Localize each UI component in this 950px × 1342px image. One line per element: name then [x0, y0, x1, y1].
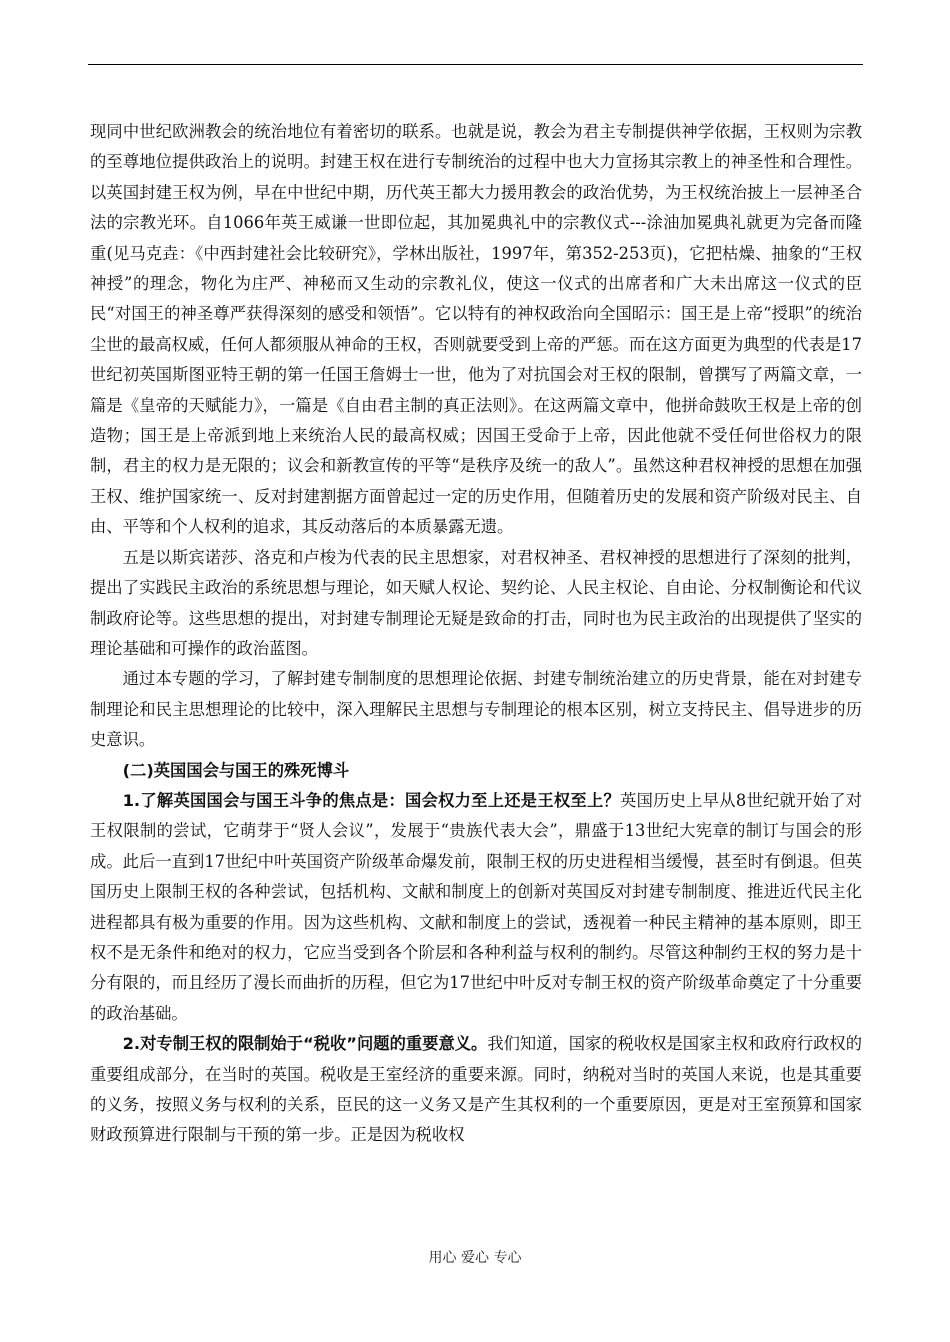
point-1-paragraph	[90, 786, 862, 1029]
page-footer: 用心 爱心 专心	[428, 1250, 522, 1266]
section-heading: (二)英国国会与国王的殊死博斗	[122, 760, 350, 780]
point-2-paragraph	[90, 1029, 862, 1151]
point-2-title: 2.对专制王权的限制始于“税收”问题的重要意义。	[122, 1034, 488, 1054]
point-1-text: 英国历史上早从8世纪就开始了对王权限制的尝试，它萌芽于“贤人会议”，发展于“贵族代表大会”，鼎盛于13世纪大宪章的制订与国会的形成。此后一直到17世纪中叶英国资产阶级革命爆发前，限制王权的历史进程相当缓慢，甚至时有倒退。但英国历史上限制王权的各种尝试，包括机构、文献和制度上的创新对英国反对封建专制制度、推进近代民主化进程都具有极为重要的作用。因为这些机构、文献和制度上的尝试，透视着一种民主精神的基本原则，即王权不是无条件和绝对的权力，它应当受到各个阶层和各种利益与权利的制约。尽管这种制约王权的努力是十分有限的，而且经历了漫长而曲折的历程，但它为17世纪中叶反对专制王权的资产阶级革命奠定了十分重要的政治基础。	[90, 790, 862, 1023]
paragraph-continuation: 现同中世纪欧洲教会的统治地位有着密切的联系。也就是说，教会为君主专制提供神学依据，王权则为宗教的至尊地位提供政治上的说明。封建王权在进行专制统治的过程中也大力宣扬其宗教上的神圣性和合理性。以英国封建王权为例，早在中世纪中期，历代英王都大力援用教会的政治优势，为王权统治披上一层神圣合法的宗教光环。自1066年英王威谦一世即位起，其加冕典礼中的宗教仪式---涂油加冕典礼就更为完备而隆重(见马克垚：《中西封建社会比较研究》，学林出版社，1997年，第352-253页)，它把枯燥、抽象的“王权神授”的理念，物化为庄严、神秘而又生动的宗教礼仪，使这一仪式的出席者和广大未出席这一仪式的臣民“对国王的神圣尊严获得深刻的感受和领悟”。它以特有的神权政治向全国昭示：国王是上帝“授职”的统治尘世的最高权威，任何人都须服从神命的王权，否则就要受到上帝的严惩。而在这方面更为典型的代表是17世纪初英国斯图亚特王朝的第一任国王詹姆士一世，他为了对抗国会对王权的限制，曾撰写了两篇文章，一篇是《皇帝的天赋能力》，一篇是《自由君主制的真正法则》。在这两篇文章中，他拼命鼓吹王权是上帝的创造物；国王是上帝派到地上来统治人民的最高权威；因国王受命于上帝，因此他就不受任何世俗权力的限制，君主的权力是无限的；议会和新教宣传的平等“是秩序及统一的敌人”。虽然这种君权神授的思想在加强王权、维护国家统一、反对封建割据方面曾起过一定的历史作用，但随着历史的发展和资产阶级对民主、自由、平等和个人权利的追求，其反动落后的本质暴露无遗。	[90, 122, 862, 537]
header-rule	[88, 64, 863, 65]
paragraph-democratic-thinkers: 五是以斯宾诺莎、洛克和卢梭为代表的民主思想家，对君权神圣、君权神授的思想进行了深刻的批判，提出了实践民主政治的系统思想与理论，如天赋人权论、契约论、人民主权论、自由论、分权制衡论和代议制政府论等。这些思想的提出，对封建专制理论无疑是致命的打击，同时也为民主政治的出现提供了坚实的理论基础和可操作的政治蓝图。	[90, 547, 862, 658]
point-2-text: 我们知道，国家的税收权是国家主权和政府行政权的重要组成部分，在当时的英国。税收是王室经济的重要来源。同时，纳税对当时的英国人来说，也是其重要的义务，按照义务与权利的关系，臣民的这一义务又是产生其权利的一个重要原因，更是对王室预算和国家财政预算进行限制与干预的第一步。正是因为税收权	[90, 1034, 862, 1145]
point-1-title: 1.了解英国国会与国王斗争的焦点是：国会权力至上还是王权至上？	[122, 790, 621, 810]
document-body	[90, 117, 862, 1151]
paragraph-topic-summary: 通过本专题的学习，了解封建专制制度的思想理论依据、封建专制统治建立的历史背景，能在对封建专制理论和民主思想理论的比较中，深入理解民主思想与专制理论的根本区别，树立支持民主、倡导进步的历史意识。	[90, 669, 862, 750]
